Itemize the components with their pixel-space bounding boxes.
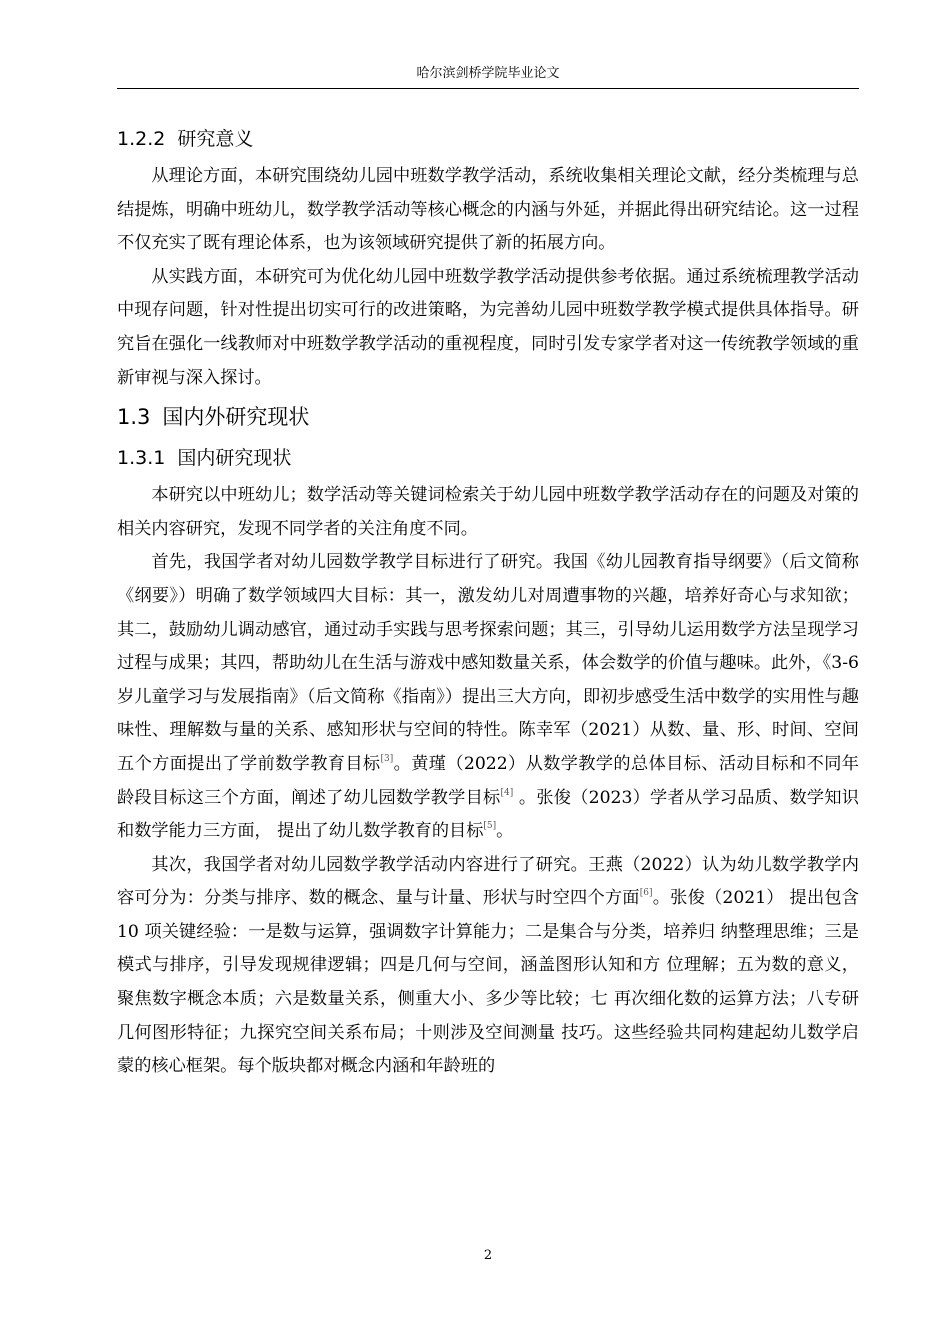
- section-title: 研究意义: [177, 128, 254, 150]
- citation-4: [4]: [500, 787, 514, 798]
- text-segment: 。张俊（2021） 提出包含 10 项关键经验：一是数与运算，强调数字计算能力；二是集合与分类，培养归 纳整理思维；三是模式与排序，引导发现规律逻辑；四是几何与空间，涵盖图形认知和方 位理解；五为数的意义，聚焦数字概念本质；六是数量关系，侧重大小、多少等比较；七 再次细化数的运算方法；八专研几何图形特征；九探究空间关系布局；十则涉及空间测量 技巧。这些经验共同构建起幼儿数学启蒙的核心框架。每个版块都对概念内涵和年龄班的: [117, 888, 859, 1077]
- text-segment: 首先，我国学者对幼儿园数学教学目标进行了研究。我国《幼儿园教育指导纲要》（后文简称《纲要》）明确了数学领域四大目标：其一，激发幼儿对周遭事物的兴趣，培养好奇心与求知欲；其二，鼓励幼儿调动感官，通过动手实践与思考探索问题；其三，引导幼儿运用数学方法呈现学习过程与成果；其四，帮助幼儿在生活与游戏中感知数量关系，体会数学的价值与趣味。此外，《3-6 岁儿童学习与发展指南》（后文简称《指南》）提出三大方向，即初步感受生活中数学的实用性与趣味性、理解数与量的关系、感知形状与空间的特性。陈幸军（2021）从数、量、形、时间、空间五个方面提出了学前数学教育目标: [117, 552, 859, 774]
- page-body: [117, 122, 859, 1084]
- paragraph-keywords: 本研究以中班幼儿；数学活动等关键词检索关于幼儿园中班数学教学活动存在的问题及对策的相关内容研究，发现不同学者的关注角度不同。: [117, 485, 859, 539]
- section-number: 1.3.1: [117, 447, 166, 470]
- page-number: 2: [483, 1248, 493, 1263]
- section-number: 1.2.2: [117, 128, 166, 150]
- text-segment: 。黄瑾（2022）从数学教学的总体目标、活动目标和不同年龄段目标这三个方面，阐述了幼儿园数学教学目标: [117, 753, 859, 808]
- section-number: 1.3: [117, 405, 151, 430]
- paragraph-teaching-content: [117, 849, 859, 1084]
- section-heading-1-2-2: [117, 122, 859, 156]
- paragraph-teaching-goals: [117, 546, 859, 848]
- text-segment: 。张俊（2023）学者从学习品质、数学知识和数学能力三方面， 提出了幼儿数学教育的目标: [117, 787, 859, 842]
- citation-5: [5]: [483, 821, 497, 832]
- paragraph-theory: 从理论方面，本研究围绕幼儿园中班数学教学活动，系统收集相关理论文献，经分类梳理与总结提炼，明确中班幼儿，数学教学活动等核心概念的内涵与外延，并据此得出研究结论。这一过程不仅充实了既有理论体系，也为该领域研究提供了新的拓展方向。: [117, 166, 859, 254]
- header-divider: [117, 88, 859, 89]
- citation-6: [6]: [639, 888, 653, 899]
- section-title: 国内外研究现状: [162, 405, 310, 430]
- section-title: 国内研究现状: [177, 447, 292, 470]
- text-segment: 。: [496, 821, 514, 842]
- page-header: 哈尔滨剑桥学院毕业论文: [416, 66, 560, 81]
- paragraph-practice: 从实践方面，本研究可为优化幼儿园中班数学教学活动提供参考依据。通过系统梳理教学活动中现存问题，针对性提出切实可行的改进策略，为完善幼儿园中班数学教学模式提供具体指导。研究旨在强化一线教师对中班数学教学活动的重视程度，同时引发专家学者对这一传统教学领域的重新审视与深入探讨。: [117, 266, 859, 388]
- section-heading-1-3-1: [117, 441, 859, 475]
- section-heading-1-3: [117, 397, 859, 437]
- citation-3: [3]: [380, 753, 394, 764]
- text-segment: 其次，我国学者对幼儿园数学教学活动内容进行了研究。王燕（2022）认为幼儿数学教学内容可分为：分类与排序、数的概念、量与计量、形状与时空四个方面: [117, 854, 859, 909]
